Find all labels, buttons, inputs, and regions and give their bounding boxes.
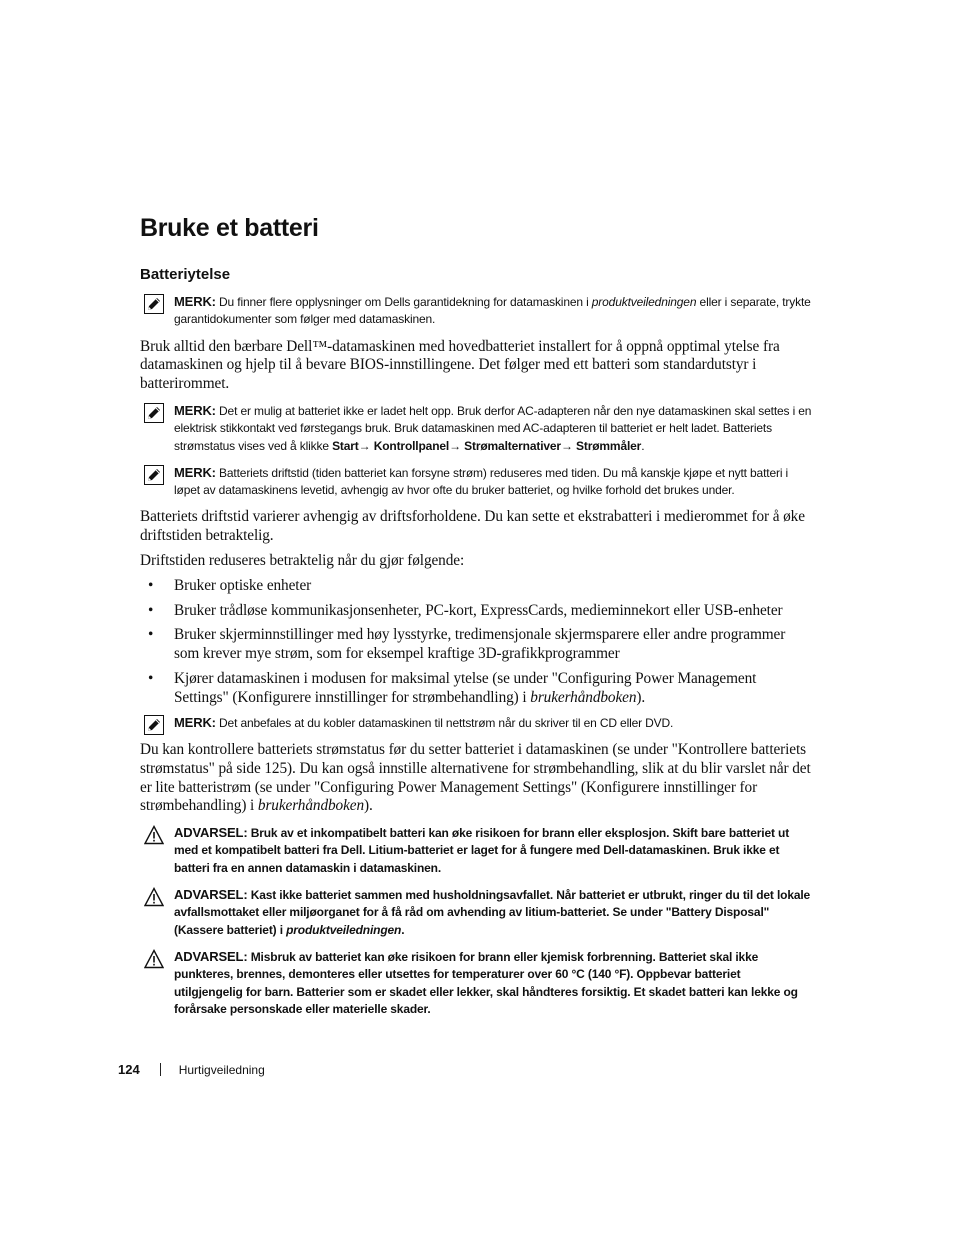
page-number: 124 (118, 1062, 140, 1077)
note-battery-life (140, 464, 812, 500)
warning-label: ADVARSEL: (174, 887, 248, 903)
bullet-icon: • (148, 670, 154, 688)
arrow-icon: → (449, 438, 461, 453)
section-heading: Batteriytelse (140, 266, 231, 283)
note-label: MERK: (174, 294, 216, 309)
note-pencil-icon (144, 715, 164, 735)
note-text: Du finner flere opplysninger om Dells garantidekning for datamaskinen i (215, 295, 592, 309)
note-text-cont: eller i separate, trykte garantidokumenter som følger med datamaskinen. (174, 295, 811, 327)
note-emphasis: produktveiledningen (591, 295, 697, 309)
paragraph-reduced-time: Driftstiden reduseres betraktelig når du gjør følgende: (140, 552, 465, 570)
list-item-text: Bruker trådløse kommunikasjonsenheter, PC-kort, ExpressCards, medieminnekort eller USB-enheter (174, 601, 783, 619)
note-text: Det anbefales at du kobler datamaskinen til nettstrøm når du skriver til en CD eller DVD. (215, 715, 674, 730)
paragraph-power-status (140, 741, 812, 816)
warning-label: ADVARSEL: (174, 825, 248, 841)
note-text: Det er mulig at batteriet ikke er ladet helt opp. Bruk derfor AC-adapteren når den nye datamaskinen skal settes i en elektrisk stikkontakt ved førstegangs bruk. Bruk datamaskinen med AC-adapteren til batteriet er helt ladet. Batteriets strømstatus vises ved å klikke (174, 403, 812, 453)
arrow-icon: → (358, 438, 371, 453)
warning-text: Bruk av et inkompatibelt batteri kan øke risikoen for brann eller eksplosjon. Skift bare batteriet ut med et kompatibelt batteri fra Dell. Litium-batteriet er laget for å fungere med Dell-datamaskinen. Bruk ikke et batteri fra en annen datamaskin i datamaskinen. (174, 826, 790, 875)
warning-text-end: . (401, 922, 405, 937)
note-text: Batteriets driftstid (tiden batteriet kan forsyne strøm) reduseres med tiden. Du må kanskje kjøpe et nytt batteri i løpet av datamaskinens levetid, avhengig av hvor ofte du bruker batteriet, og hvilke forhold det brukes under. (174, 465, 789, 498)
note-label: MERK: (174, 464, 216, 480)
note-text-end: . (641, 438, 645, 453)
note-pencil-icon (144, 403, 164, 423)
footer-divider (160, 1063, 161, 1076)
note-label: MERK: (174, 402, 216, 418)
list-item-text-end: ). (636, 688, 646, 706)
bullet-icon: • (148, 626, 154, 644)
warning-triangle-icon (144, 887, 164, 907)
note-charging (140, 402, 812, 455)
warning-label: ADVARSEL: (174, 948, 248, 964)
warning-text: Kast ikke batteriet sammen med husholdningsavfallet. Når batteriet er utbrukt, ringer du til det lokale avfallsmottaket eller miljøorganet for å få råd om avhending av litium-batteriet. Se under "Battery Disposal" (Kassere batteriet) i (174, 888, 811, 937)
note-label: MERK: (174, 714, 216, 730)
warning-triangle-icon (144, 825, 164, 845)
menu-path-start: Start (332, 438, 359, 453)
paragraph-operating-time: Batteriets driftstid varierer avhengig av driftsforholdene. Du kan sette et ekstrabatteri i medierommet for å øke driftstiden betraktelig. (140, 508, 805, 545)
bullet-list (140, 577, 812, 708)
note-warranty (140, 293, 812, 329)
arrow-icon: → (560, 438, 573, 453)
paragraph-emphasis: brukerhåndboken (257, 797, 365, 815)
paragraph-text: Du kan kontrollere batteriets strømstatus før du setter batteriet i datamaskinen (se under "Kontrollere batteriets strømstatus" på side 125). Du kan også innstille alternativene for strømbehandling, slik at du blir varslet når det er lite batteristrøm (se under "Configuring Power Management Settings" (Konfigurere innstillinger for strømbehandling) i (140, 740, 811, 815)
list-item-text: Bruker skjerminnstillinger med høy lysstyrke, tredimensjonale skjermsparere eller andre programmer som krever mye strøm, som for eksempel kraftige 3D-grafikkprogrammer (174, 626, 786, 663)
list-item (140, 670, 812, 708)
list-item (140, 626, 812, 664)
content-flow (140, 293, 812, 1027)
warning-emphasis: produktveiledningen (286, 922, 402, 937)
menu-path-power-options: Strømalternativer (460, 438, 561, 453)
menu-path-power-meter: Strømmåler (572, 438, 642, 453)
note-pencil-icon (144, 294, 164, 314)
page-footer (118, 1062, 265, 1077)
paragraph-text-end: ). (364, 797, 373, 815)
warning-triangle-icon (144, 949, 164, 969)
bullet-icon: • (148, 601, 154, 619)
bullet-icon: • (148, 576, 154, 594)
menu-path-control-panel: Kontrollpanel (370, 438, 450, 453)
list-item-text: Kjører datamaskinen i modusen for maksimal ytelse (se under "Configuring Power Management Settings" (Konfigurere innstillinger for strømbehandling) i (174, 670, 757, 706)
warning-misuse (140, 948, 812, 1018)
warning-incompatible-battery (140, 824, 812, 877)
page-title: Bruke et batteri (140, 214, 319, 242)
list-item-emphasis: brukerhåndboken (530, 688, 637, 706)
paragraph-battery-usage: Bruk alltid den bærbare Dell™-datamaskinen med hovedbatteriet installert for å oppnå opptimal ytelse fra datamaskinen og hjelp til å bevare BIOS-innstillingene. Det følger med ett batteri som standardutstyr i batterirommet. (140, 337, 780, 393)
footer-section-title: Hurtigveiledning (178, 1063, 265, 1077)
warning-text: Misbruk av batteriet kan øke risikoen for brann eller kjemisk forbrenning. Batteriet skal ikke punkteres, brennes, demonteres eller utsettes for temperaturer over 60 °C (140 °F). Oppbevar batteriet utilgjengelig for barn. Batterier som er skadet eller lekker, skal håndteres forsiktig. Et skadet batteri kan lekke og forårsake personskade eller materielle skader. (174, 949, 798, 1016)
note-cd-dvd (140, 714, 812, 732)
list-item-text: Bruker optiske enheter (174, 576, 312, 594)
warning-disposal (140, 886, 812, 939)
list-item (140, 602, 812, 621)
list-item (140, 577, 812, 596)
note-pencil-icon (144, 465, 164, 485)
